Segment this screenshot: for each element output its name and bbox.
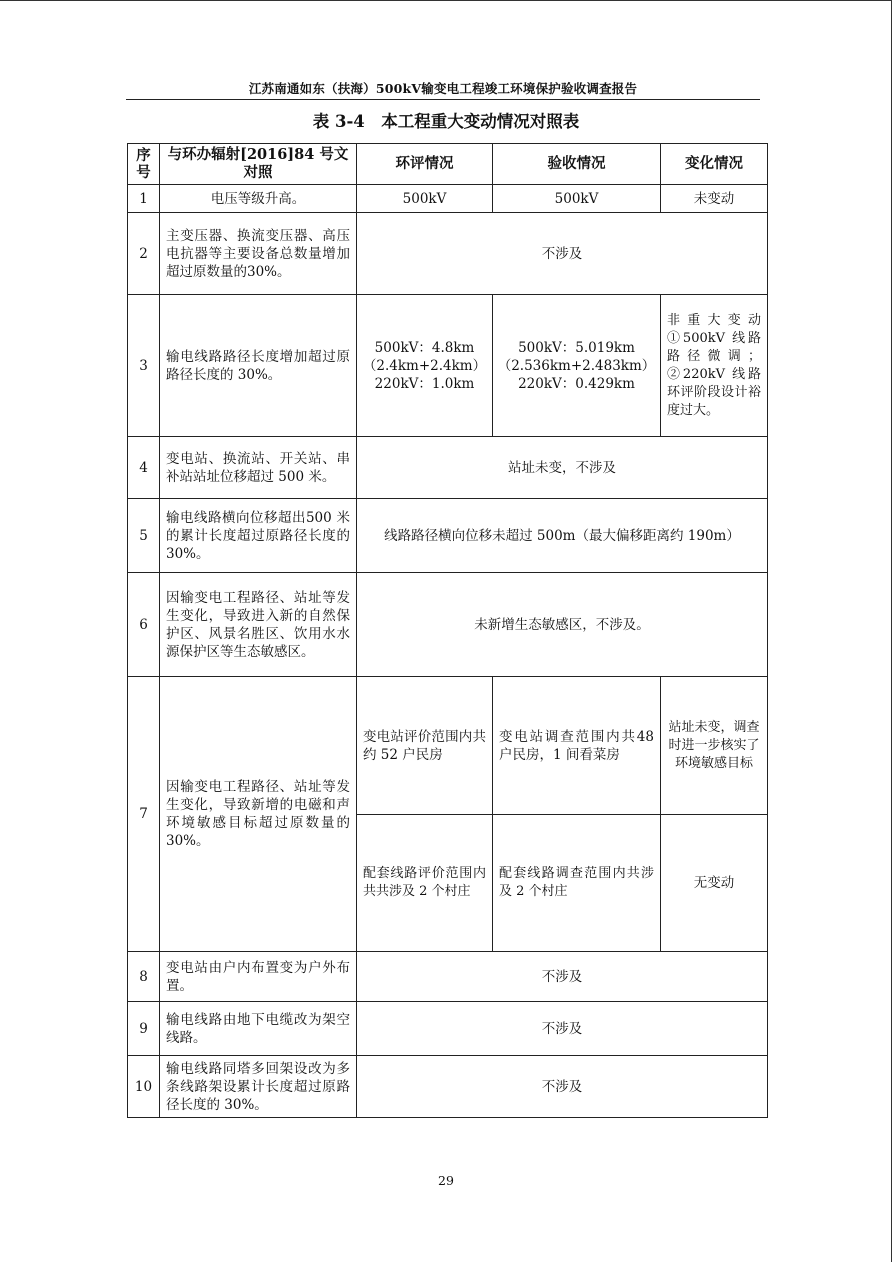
row-no: 8 [128, 952, 160, 1002]
page-number: 29 [438, 1173, 454, 1188]
row-no: 5 [128, 499, 160, 573]
col-header-no: 序号 [128, 144, 160, 185]
row-no: 9 [128, 1002, 160, 1056]
row-eia: 500kV [357, 185, 493, 213]
row-item: 电压等级升高。 [160, 185, 357, 213]
row-no: 4 [128, 437, 160, 499]
col-header-change: 变化情况 [661, 144, 768, 185]
row-merged-status: 不涉及 [357, 1056, 768, 1118]
running-header: 江苏南通如东（扶海）500kV输变电工程竣工环境保护验收调查报告 [248, 81, 638, 96]
row-change: 无变动 [661, 815, 768, 952]
table-row [128, 573, 768, 677]
row-item: 输电线路路径长度增加超过原路径长度的 30%。 [160, 295, 357, 437]
table-row [128, 952, 768, 1002]
table-row [128, 677, 768, 815]
row-merged-status: 未新增生态敏感区，不涉及。 [357, 573, 768, 677]
col-header-acceptance: 验收情况 [493, 144, 661, 185]
row-acceptance: 500kV [493, 185, 661, 213]
row-merged-status: 不涉及 [357, 1002, 768, 1056]
row-eia: 变电站评价范围内共约 52 户民房 [357, 677, 493, 815]
table-row [128, 437, 768, 499]
row-acceptance: 配套线路调查范围内共涉及 2 个村庄 [493, 815, 661, 952]
table-row [128, 295, 768, 437]
row-item: 变电站由户内布置变为户外布置。 [160, 952, 357, 1002]
col-header-item: 与环办辐射[2016]84 号文对照 [160, 144, 357, 185]
row-change: 站址未变，调查时进一步核实了环境敏感目标 [661, 677, 768, 815]
row-no: 2 [128, 213, 160, 295]
row-item: 因输变电工程路径、站址等发生变化，导致进入新的自然保护区、风景名胜区、饮用水水源保护区等生态敏感区。 [160, 573, 357, 677]
table-row [128, 213, 768, 295]
row-no: 10 [128, 1056, 160, 1118]
row-merged-status: 站址未变，不涉及 [357, 437, 768, 499]
table-row [128, 499, 768, 573]
page-border-top [0, 0, 892, 1]
row-item: 输电线路同塔多回架设改为多条线路架设累计长度超过原路径长度的 30%。 [160, 1056, 357, 1118]
table-title: 表 3-4 本工程重大变动情况对照表 [312, 112, 580, 131]
table-row [128, 1056, 768, 1118]
row-acceptance: 500kV：5.019km （2.536km+2.483km） 220kV：0.429km [493, 295, 661, 437]
row-merged-status: 不涉及 [357, 952, 768, 1002]
row-item: 输电线路横向位移超出500 米的累计长度超过原路径长度的 30%。 [160, 499, 357, 573]
row-no: 6 [128, 573, 160, 677]
row-item: 变电站、换流站、开关站、串补站站址位移超过 500 米。 [160, 437, 357, 499]
row-merged-status: 不涉及 [357, 213, 768, 295]
row-no: 1 [128, 185, 160, 213]
table-row [128, 185, 768, 213]
row-change: 未变动 [661, 185, 768, 213]
row-eia: 500kV：4.8km （2.4km+2.4km） 220kV：1.0km [357, 295, 493, 437]
col-header-eia: 环评情况 [357, 144, 493, 185]
row-eia: 配套线路评价范围内共共涉及 2 个村庄 [357, 815, 493, 952]
row-acceptance: 变电站调查范围内共48 户民房，1 间看菜房 [493, 677, 661, 815]
comparison-table [127, 143, 768, 1118]
header-rule [126, 99, 760, 100]
row-item: 主变压器、换流变压器、高压电抗器等主要设备总数量增加超过原数量的30%。 [160, 213, 357, 295]
row-item: 因输变电工程路径、站址等发生变化，导致新增的电磁和声环境敏感目标超过原数量的 30%。 [160, 677, 357, 952]
row-no: 3 [128, 295, 160, 437]
table-header-row [128, 144, 768, 185]
row-merged-status: 线路路径横向位移未超过 500m（最大偏移距离约 190m） [357, 499, 768, 573]
row-item: 输电线路由地下电缆改为架空线路。 [160, 1002, 357, 1056]
row-change: 非重大变动①500kV 线路路径微调；②220kV 线路环评阶段设计裕度过大。 [661, 295, 768, 437]
table-row [128, 1002, 768, 1056]
row-no: 7 [128, 677, 160, 952]
